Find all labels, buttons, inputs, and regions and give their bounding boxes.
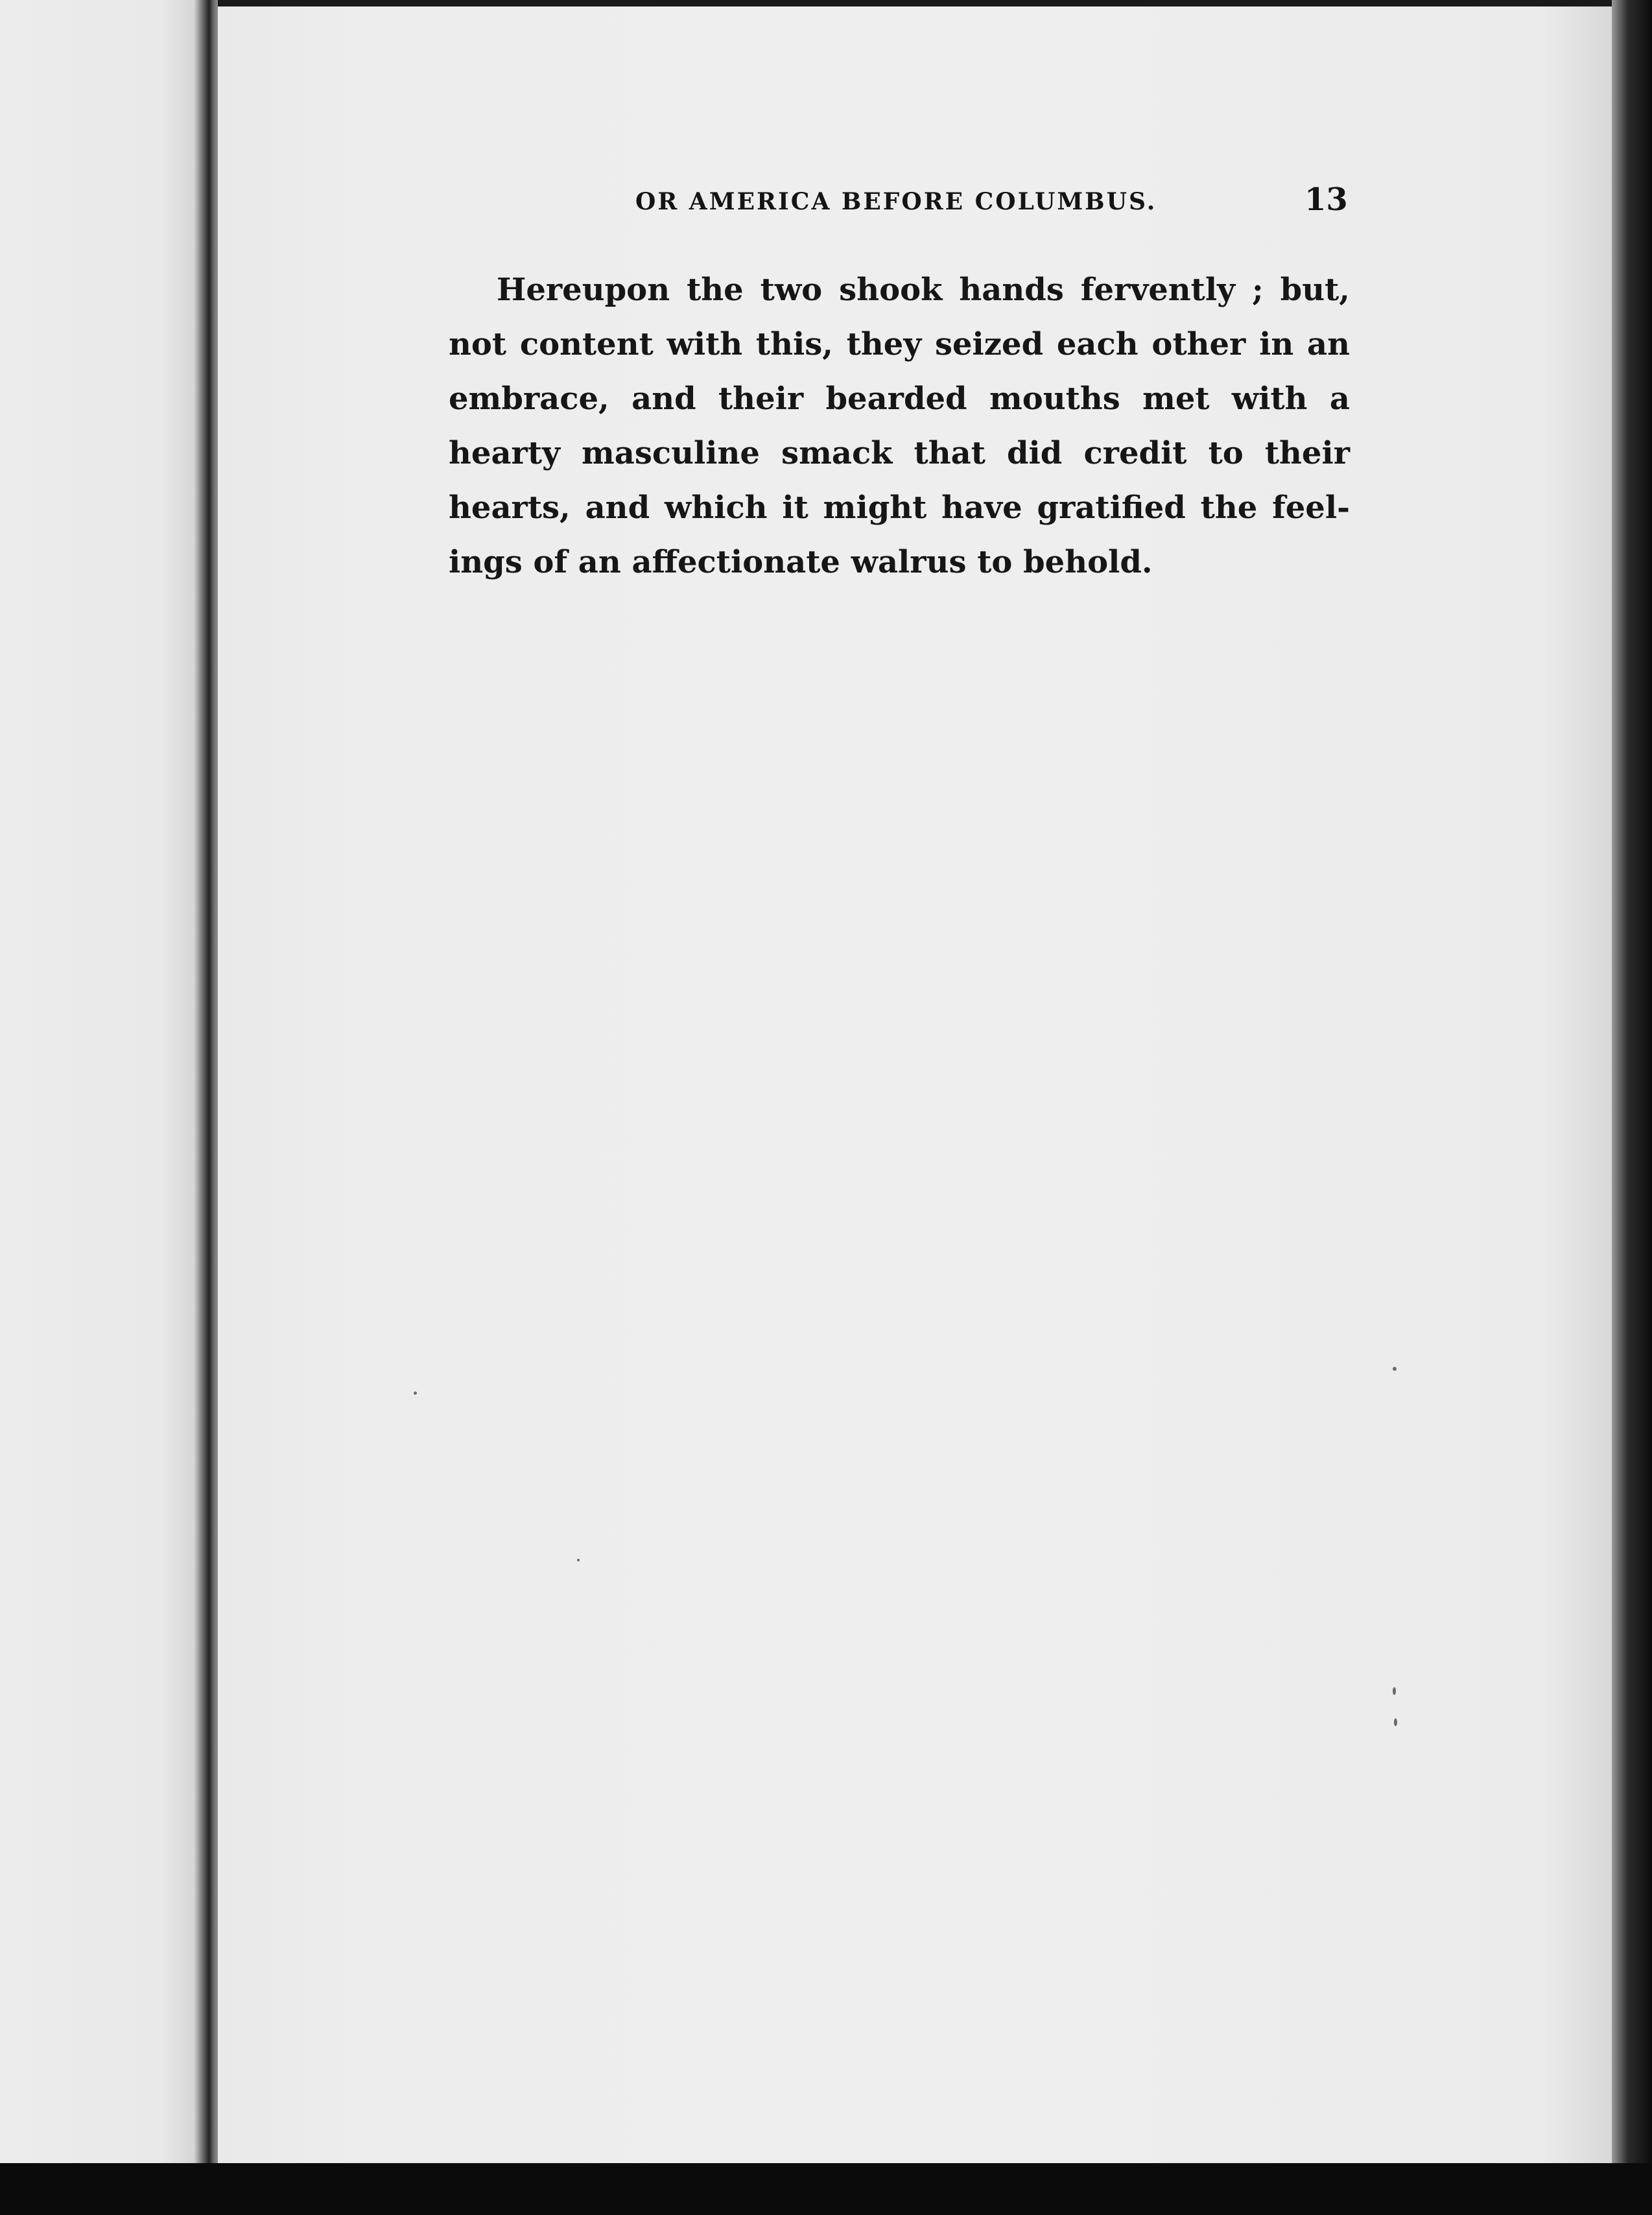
scan-speck bbox=[1393, 1367, 1397, 1371]
scan-speck bbox=[1394, 1718, 1397, 1726]
right-scan-border bbox=[1612, 0, 1652, 2215]
paragraph-line: embrace, and their bearded mouths met with a bbox=[449, 381, 1350, 417]
paragraph-line: not content with this, they seized each other in an bbox=[449, 326, 1350, 362]
paragraph-line: ings of an affectionate walrus to behold. bbox=[449, 544, 1153, 580]
scan-speck bbox=[414, 1392, 417, 1395]
scan-speck bbox=[1393, 1687, 1396, 1695]
left-page-margin bbox=[0, 0, 200, 2179]
paragraph bbox=[449, 263, 1350, 589]
scan-speck bbox=[577, 1559, 580, 1561]
bottom-scan-border bbox=[0, 2163, 1652, 2215]
running-head: OR AMERICA BEFORE COLUMBUS. bbox=[635, 188, 1157, 215]
page-number: 13 bbox=[1304, 182, 1348, 218]
paragraph-line: hearty masculine smack that did credit to their bbox=[449, 435, 1350, 471]
paragraph-line: hearts, and which it might have gratified the feel- bbox=[449, 490, 1350, 526]
paragraph-line: Hereupon the two shook hands fervently ; but, bbox=[497, 272, 1350, 308]
